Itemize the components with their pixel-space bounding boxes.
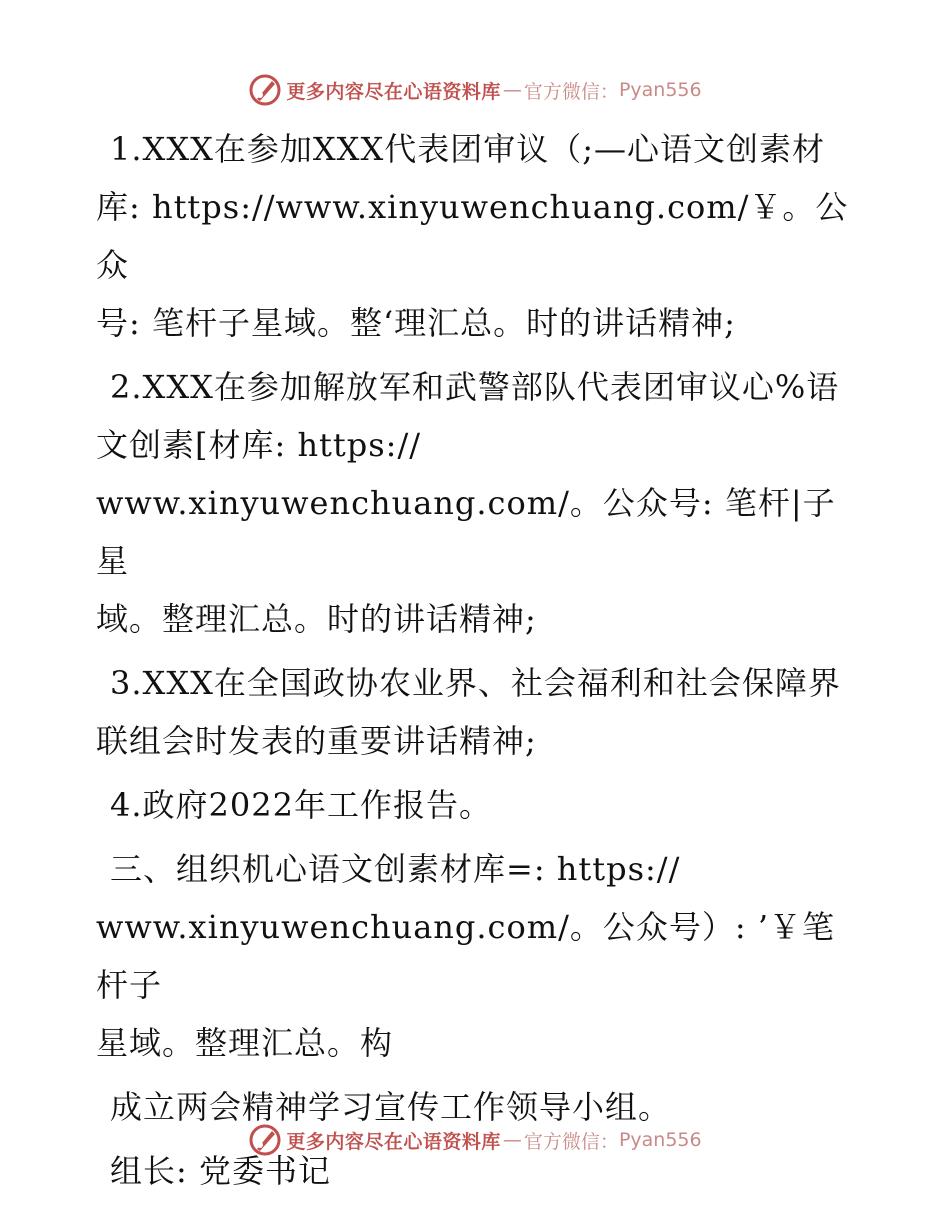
paragraph-line: 1.XXX在参加XXX代表团审议（;—心语文创素材 <box>110 130 826 168</box>
paragraph-3 <box>96 654 856 770</box>
banner-label: 官方微信： <box>523 80 619 103</box>
document-body <box>96 120 856 1206</box>
paragraph-4 <box>96 776 856 834</box>
paragraph-1 <box>96 120 856 352</box>
paragraph-line: www.xinyuwenchuang.com/。公众号: 笔杆|子星 <box>96 484 836 580</box>
paragraph-line: 星域。整理汇总。构 <box>96 1024 394 1062</box>
banner-main-text: 更多内容尽在心语资料库 <box>286 1130 501 1153</box>
paragraph-line: 3.XXX在全国政协农业界、社会福利和社会保障界 <box>110 664 841 702</box>
banner-wechat-id: Pyan556 <box>618 1129 702 1151</box>
paragraph-line: 号: 笔杆子星域。整‘理汇总。时的讲话精神; <box>96 304 736 342</box>
banner-label: 官方微信： <box>523 1130 619 1153</box>
paragraph-line: 三、组织机心语文创素材库=: https:// <box>110 850 681 888</box>
banner-wechat-id: Pyan556 <box>618 79 702 101</box>
paragraph-line: 文创素[材库: https:// <box>96 426 422 464</box>
paragraph-5 <box>96 840 856 1072</box>
paragraph-2 <box>96 358 856 648</box>
footer-watermark-banner <box>0 1122 950 1158</box>
paragraph-line: 成立两会精神学习宣传工作领导小组。 <box>110 1088 672 1126</box>
paragraph-line: 联组会时发表的重要讲话精神; <box>96 722 537 760</box>
banner-dash: — <box>502 79 522 101</box>
header-watermark-banner <box>0 72 950 108</box>
paragraph-line: 库: https://www.xinyuwenchuang.com/￥。公众 <box>96 188 849 284</box>
paragraph-line: 组长: 党委书记 <box>110 1152 331 1190</box>
banner-dash: — <box>502 1129 522 1151</box>
paragraph-line: 域。整理汇总。时的讲话精神; <box>96 600 537 638</box>
quill-pen-circle-icon <box>248 73 282 107</box>
paragraph-line: 2.XXX在参加解放军和武警部队代表团审议心%语 <box>110 368 840 406</box>
paragraph-line: 4.政府2022年工作报告。 <box>110 786 492 824</box>
quill-pen-circle-icon <box>248 1123 282 1157</box>
paragraph-line: www.xinyuwenchuang.com/。公众号）: ’￥笔杆子 <box>96 908 835 1004</box>
banner-main-text: 更多内容尽在心语资料库 <box>286 80 501 103</box>
